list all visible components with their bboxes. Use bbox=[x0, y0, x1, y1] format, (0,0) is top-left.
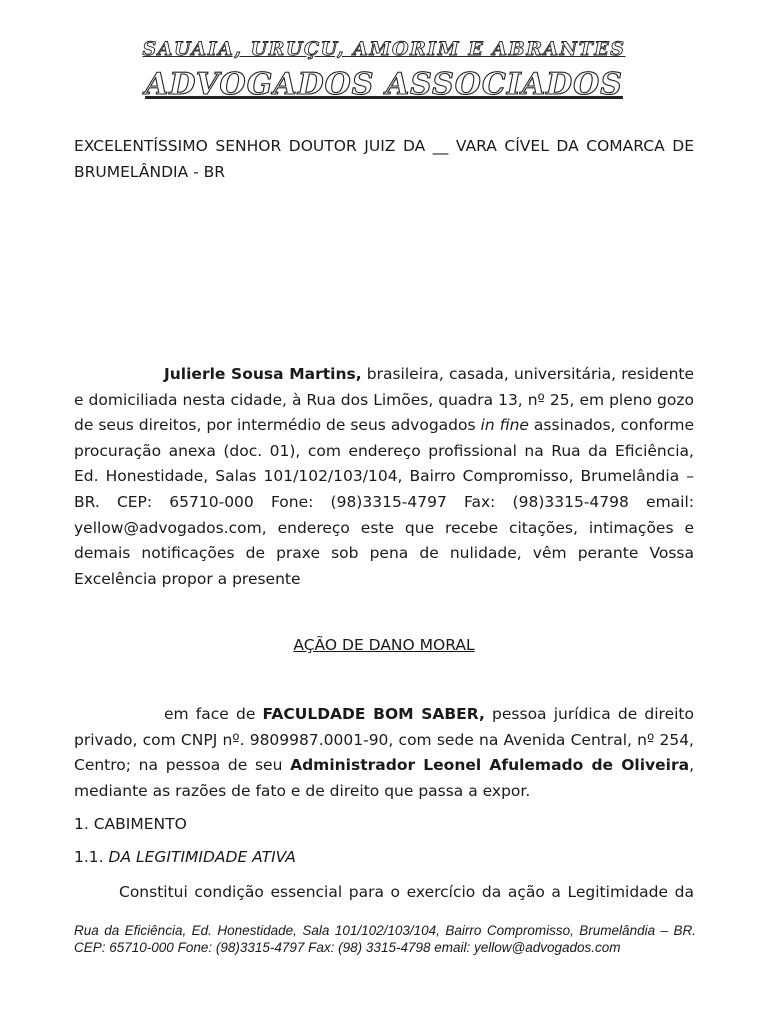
qualification-text-1: brasileira, casada, universitária, residente e domiciliada nesta cidade, à Rua dos Limões, quadra 13, nº 25, em pleno gozo de seus direitos, por intermédio de seus advogados bbox=[74, 365, 695, 435]
addressee: EXCELENTÍSSIMO SENHOR DOUTOR JUIZ DA __ VARA CÍVEL DA COMARCA DE BRUMELÂNDIA - BR bbox=[74, 137, 694, 181]
section-number: 1.1. bbox=[74, 848, 109, 866]
section-title: DA LEGITIMIDADE ATIVA bbox=[108, 848, 296, 866]
defendant-text-2: , mediante as razões de fato e de direito que passa a expor. bbox=[74, 756, 694, 800]
in-fine-term: in fine bbox=[480, 416, 529, 435]
defendant-paragraph bbox=[74, 702, 694, 804]
body-paragraph-start: Constitui condição essencial para o exercício da ação a Legitimidade da bbox=[119, 883, 694, 901]
defendant-text-1: pessoa jurídica de direito privado, com CNPJ nº. 9809987.0001-90, com sede na Avenida Central, nº 254, Centro; na pessoa de seu bbox=[74, 705, 694, 775]
letterhead-firm-names: SAUAIA, URUÇU, AMORIM E ABRANTES bbox=[142, 38, 626, 60]
defendant-name: FACULDADE BOM SABER, bbox=[262, 705, 485, 723]
administrator-name: Administrador Leonel Afulemado de Oliveira bbox=[290, 756, 690, 775]
qualification-text-2: assinados, conforme procuração anexa (doc. 01), com endereço profissional na Rua da Eficiência, Ed. Honestidade, Salas 101/102/103/104, Bairro Compromisso, Brumelândia – BR. CEP: 65710-000 Fone: (98)3315-4797 Fax: (98)3315-4798 email: yellow@advogados.com, endereço este que recebe citações, intimações e demais notificações de praxe sob pena de nulidade, vêm perante Vossa Excelência propor a presente bbox=[74, 416, 694, 588]
defendant-prefix: em face de bbox=[164, 705, 263, 723]
qualification-paragraph bbox=[74, 362, 694, 592]
letterhead-firm-type: ADVOGADOS ASSOCIADOS bbox=[145, 67, 623, 102]
plaintiff-name: Julierle Sousa Martins, bbox=[164, 365, 362, 383]
action-title: AÇÃO DE DANO MORAL bbox=[293, 636, 475, 654]
section-heading-legitimidade bbox=[74, 848, 296, 866]
page-footer: Rua da Eficiência, Ed. Honestidade, Sala 101/102/103/104, Bairro Compromisso, Brumelândia – BR. CEP: 65710-000 Fone: (98)3315-4797 Fax: (98) 3315-4798 email: yellow@advogados.com bbox=[74, 923, 696, 955]
section-heading-cabimento: 1. CABIMENTO bbox=[74, 815, 187, 833]
